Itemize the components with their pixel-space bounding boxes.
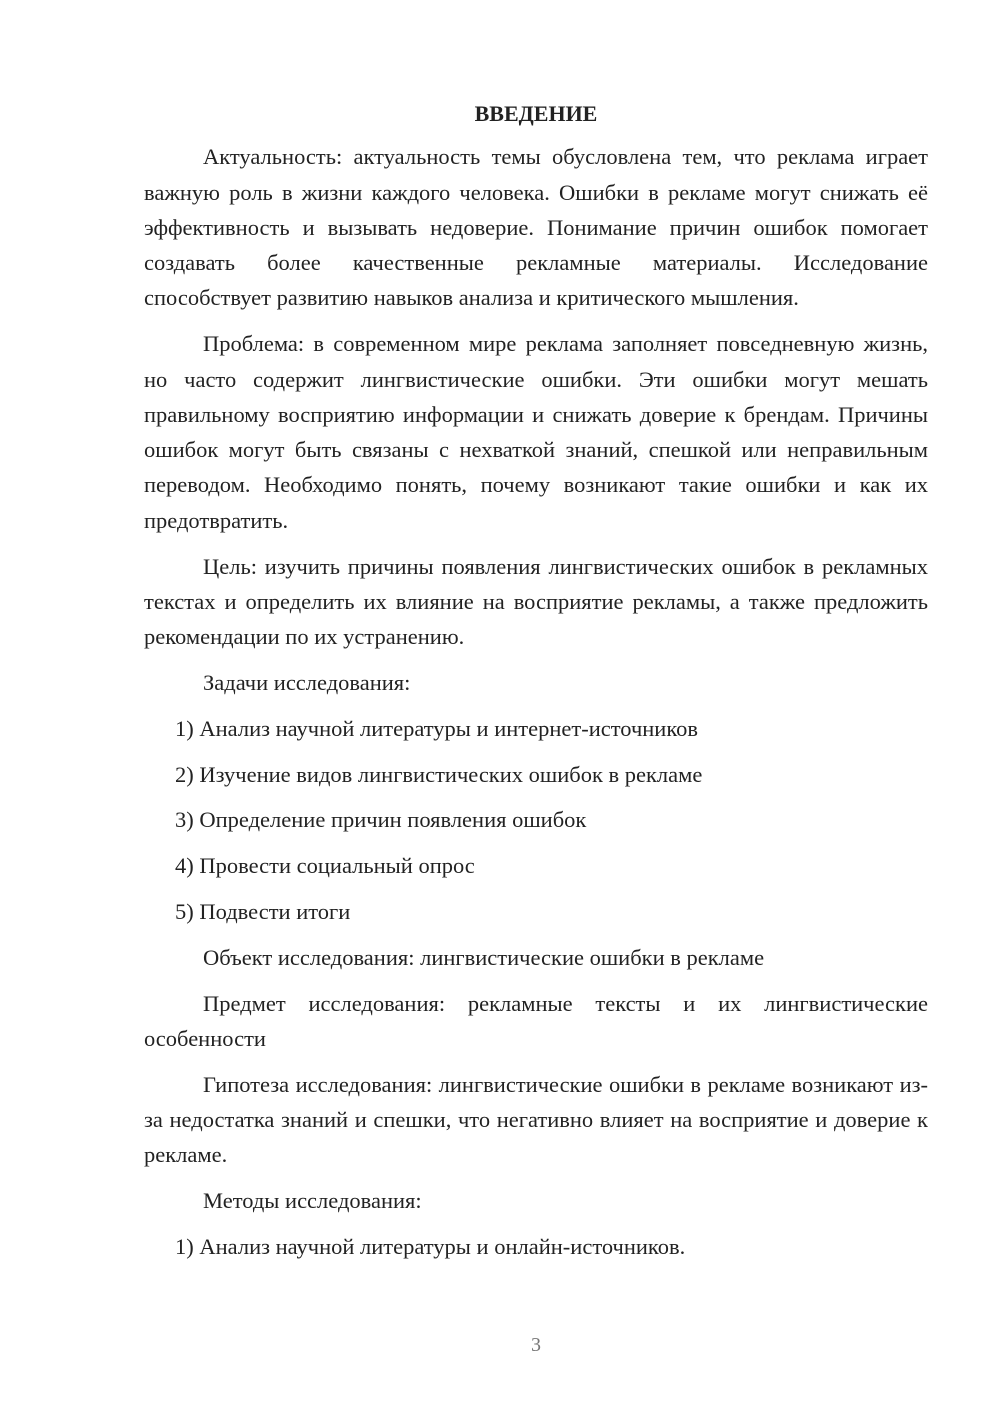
- task-item: 2) Изучение видов лингвистических ошибок в рекламе: [175, 761, 703, 787]
- object-paragraph: Объект исследования: лингвистические ошибки в рекламе: [203, 944, 765, 970]
- relevance-paragraph: Актуальность: актуальность темы обусловлена тем, что реклама играет важную роль в жизни каждого человека. Ошибки в рекламе могут снижать её эффективность и вызывать недоверие. Понимание причин ошибок помогает создавать более качественные рекламные материалы. Исследование способствует развитию навыков анализа и критического мышления.: [144, 144, 928, 311]
- tasks-heading: Задачи исследования:: [203, 669, 411, 695]
- goal-paragraph: Цель: изучить причины появления лингвистических ошибок в рекламных текстах и определить их влияние на восприятие рекламы, а также предложить рекомендации по их устранению.: [144, 553, 928, 650]
- methods-heading: Методы исследования:: [203, 1188, 422, 1214]
- task-item: 5) Подвести итоги: [175, 898, 351, 924]
- problem-paragraph: Проблема: в современном мире реклама заполняет повседневную жизнь, но часто содержит лингвистические ошибки. Эти ошибки могут мешать правильному восприятию информации и снижать доверие к брендам. Причины ошибок могут быть связаны с нехваткой знаний, спешкой или неправильным переводом. Необходимо понять, почему возникают такие ошибки и как их предотвратить.: [144, 331, 928, 533]
- task-item: 4) Провести социальный опрос: [175, 853, 475, 879]
- task-item: 1) Анализ научной литературы и интернет-источников: [175, 715, 699, 741]
- page-number: 3: [531, 1334, 541, 1356]
- document-page: [144, 96, 928, 1275]
- hypothesis-paragraph: Гипотеза исследования: лингвистические ошибки в рекламе возникают из-за недостатка знаний и спешки, что негативно влияет на восприятие и доверие к рекламе.: [144, 1071, 928, 1168]
- section-title: ВВЕДЕНИЕ: [474, 101, 598, 126]
- task-item: 3) Определение причин появления ошибок: [175, 807, 587, 833]
- subject-paragraph: Предмет исследования: рекламные тексты и их лингвистические особенности: [144, 990, 928, 1051]
- method-item: 1) Анализ научной литературы и онлайн-источников.: [175, 1233, 686, 1259]
